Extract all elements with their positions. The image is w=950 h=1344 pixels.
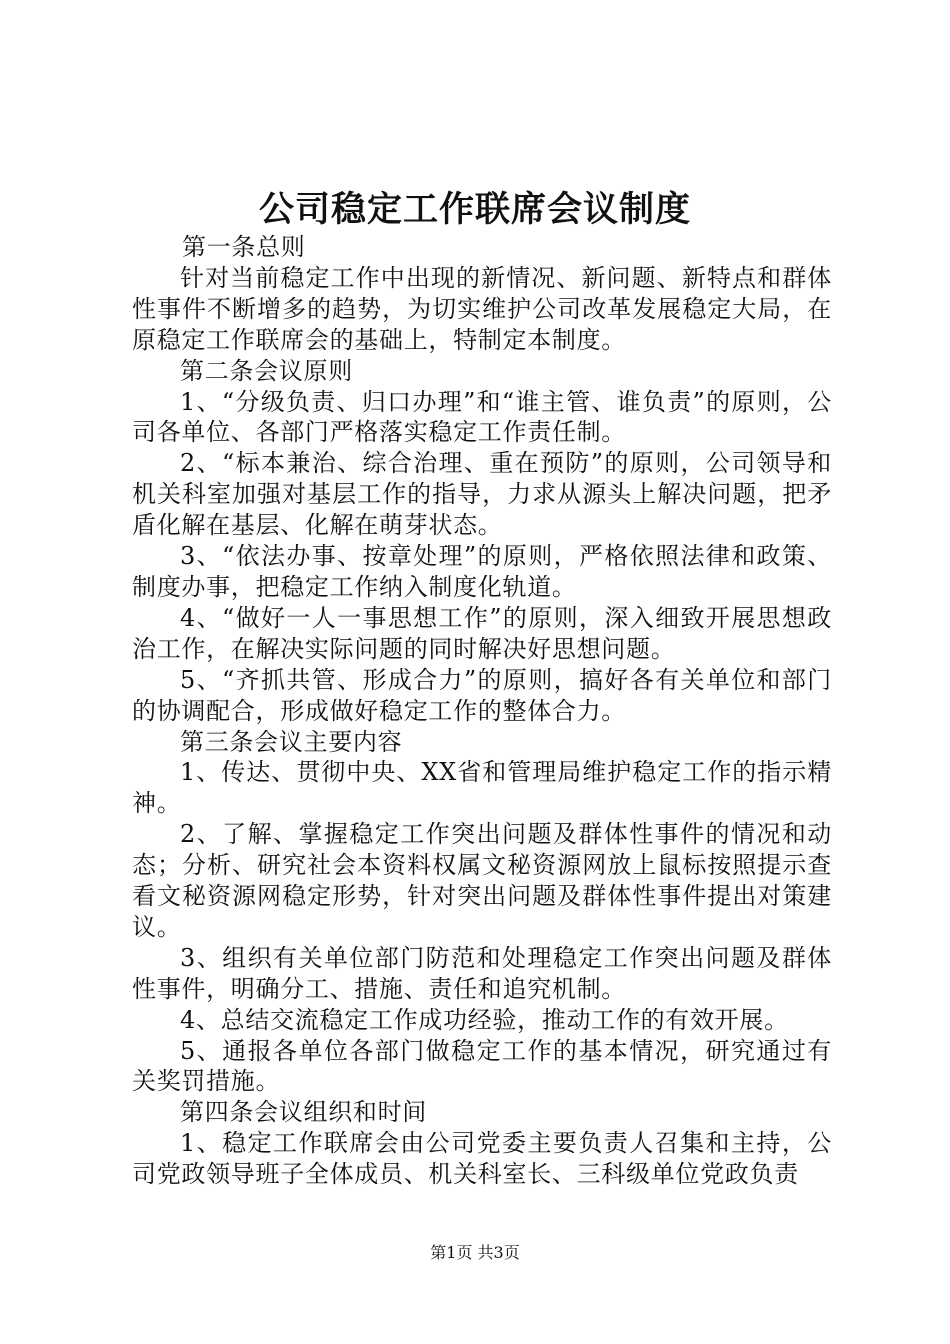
paragraph: 针对当前稳定工作中出现的新情况、新问题、新特点和群体性事件不断增多的趋势，为切实维护公司改革发展稳定大局，在原稳定工作联席会的基础上，特制定本制度。	[132, 263, 832, 354]
paragraph: 1、传达、贯彻中央、XX省和管理局维护稳定工作的指示精神。	[132, 758, 832, 818]
paragraph: 2、了解、掌握稳定工作突出问题及群体性事件的情况和动态；分析、研究社会本资料权属文秘资源网放上鼠标按照提示查看文秘资源网稳定形势，针对突出问题及群体性事件提出对策建议。	[132, 820, 832, 941]
paragraph: 4、总结交流稳定工作成功经验，推动工作的有效开展。	[180, 1005, 789, 1034]
paragraph: 1、“分级负责、归口办理”和“谁主管、谁负责”的原则，公司各单位、各部门严格落实稳定工作责任制。	[132, 387, 832, 447]
section-heading-organization: 第四条会议组织和时间	[180, 1098, 427, 1127]
paragraph: 4、“做好一人一事思想工作”的原则，深入细致开展思想政治工作，在解决实际问题的同时解决好思想问题。	[132, 603, 832, 663]
paragraph: 3、“依法办事、按章处理”的原则，严格依照法律和政策、制度办事，把稳定工作纳入制度化轨道。	[132, 542, 832, 601]
page-number-footer: 第1页 共3页	[430, 1243, 520, 1262]
paragraph: 1、稳定工作联席会由公司党委主要负责人召集和主持，公司党政领导班子全体成员、机关科室长、三科级单位党政负责	[132, 1129, 832, 1189]
paragraph: 5、“齐抓共管、形成合力”的原则，搞好各有关单位和部门的协调配合，形成做好稳定工作的整体合力。	[132, 665, 832, 725]
paragraph: 3、组织有关单位部门防范和处理稳定工作突出问题及群体性事件，明确分工、措施、责任和追究机制。	[132, 943, 832, 1003]
document-title: 公司稳定工作联席会议制度	[258, 189, 691, 230]
section-heading-general: 第一条总则	[182, 233, 306, 261]
paragraph: 5、通报各单位各部门做稳定工作的基本情况，研究通过有关奖罚措施。	[132, 1036, 832, 1096]
paragraph: 2、“标本兼治、综合治理、重在预防”的原则，公司领导和机关科室加强对基层工作的指导，力求从源头上解决问题，把矛盾化解在基层、化解在萌芽状态。	[132, 449, 832, 540]
section-heading-principles: 第二条会议原则	[180, 356, 353, 385]
section-heading-content: 第三条会议主要内容	[180, 727, 403, 756]
document-body	[132, 232, 832, 1190]
